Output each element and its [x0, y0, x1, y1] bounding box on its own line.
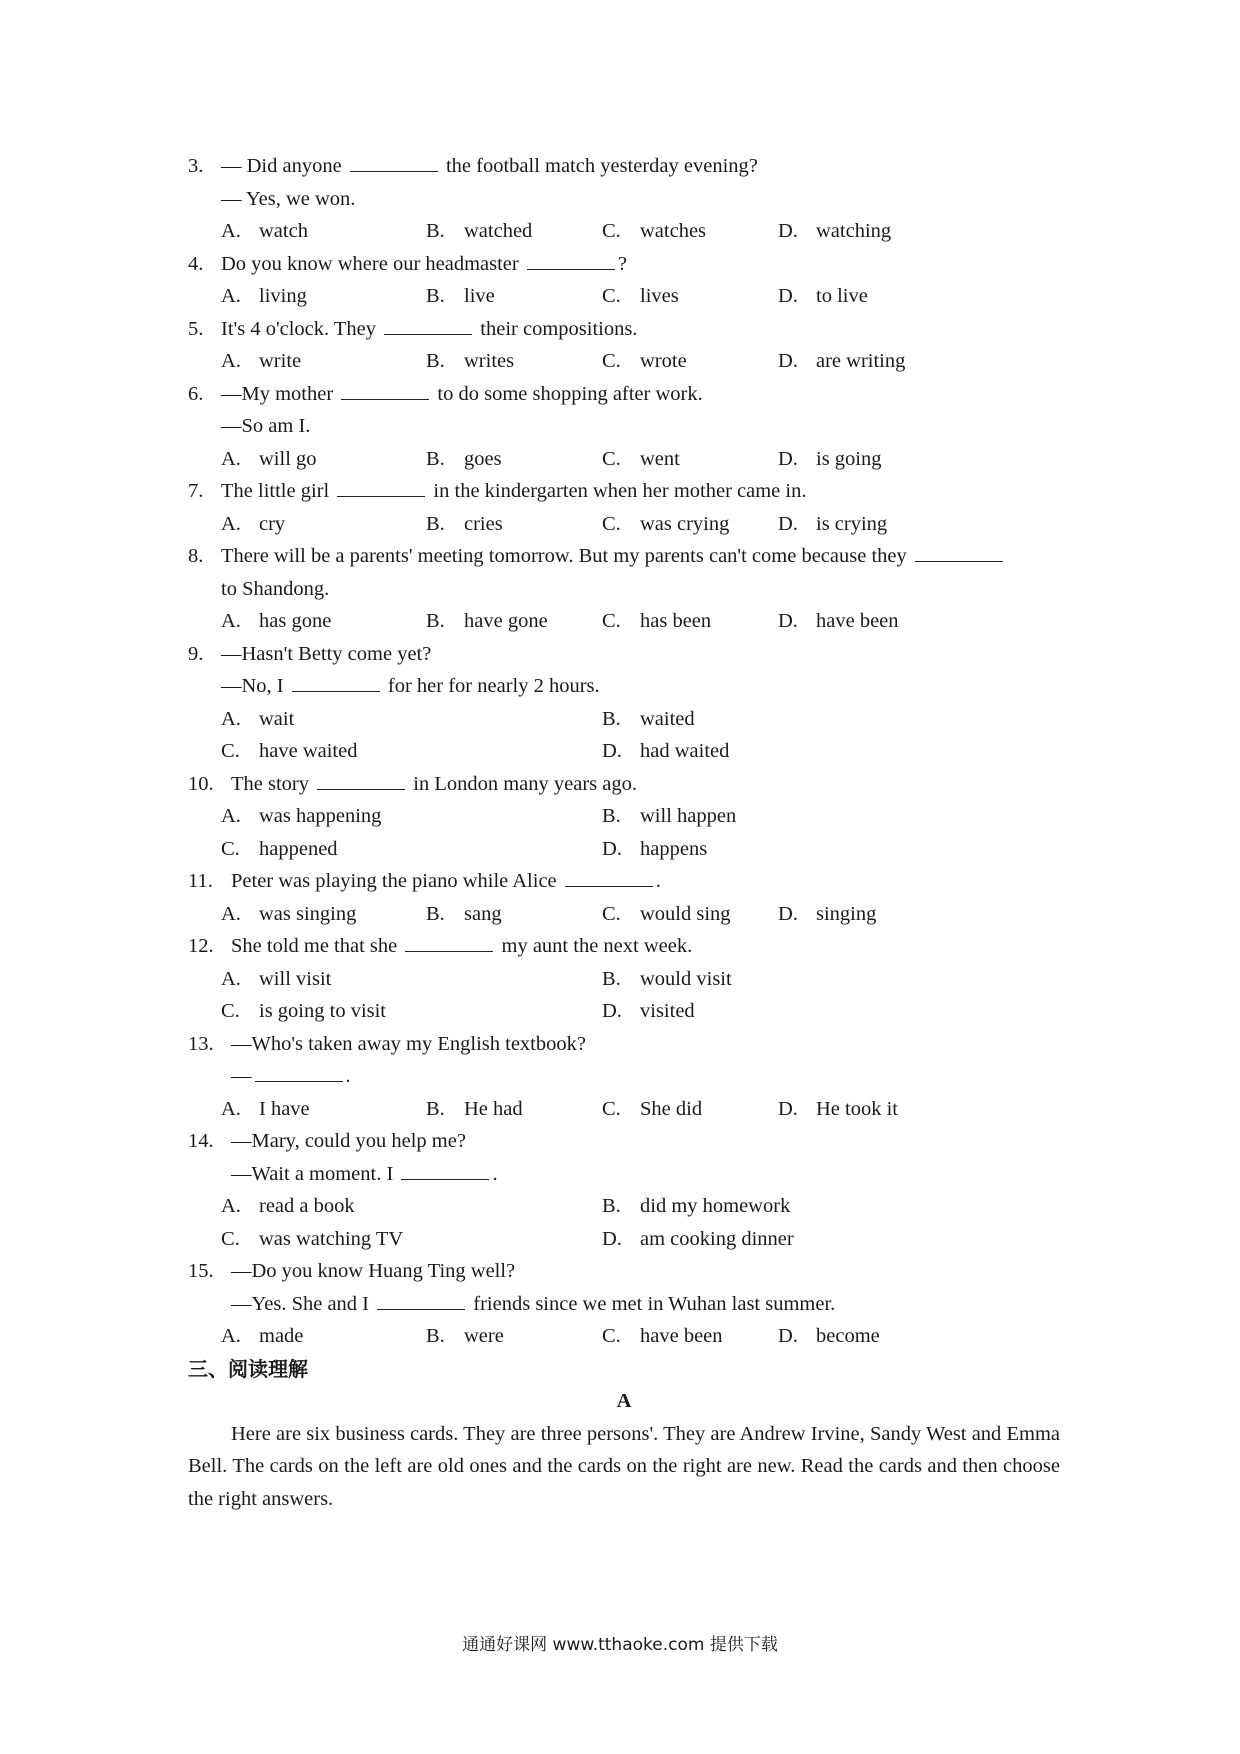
option-text: cry	[259, 512, 286, 535]
options-row	[221, 605, 1060, 638]
option-d[interactable]	[778, 508, 887, 541]
option-letter: D.	[602, 1227, 622, 1250]
option-letter: D.	[602, 740, 622, 762]
stem-text: The little girl	[221, 480, 335, 502]
stem-text: to do some shopping after work.	[432, 382, 703, 405]
option-text: I have	[259, 1097, 310, 1120]
options-row	[221, 703, 1060, 736]
question-stem	[231, 1255, 515, 1288]
question-line	[188, 930, 1060, 963]
stem-text: —My mother	[221, 382, 339, 405]
question-line	[188, 1255, 1060, 1288]
option-text: waited	[640, 707, 695, 730]
option-text: have waited	[259, 740, 358, 762]
option-text: has been	[640, 610, 712, 632]
option-text: was crying	[640, 512, 730, 535]
stem-text: the football match yesterday evening?	[440, 155, 758, 177]
option-letter: D.	[778, 1097, 798, 1120]
stem-text: —Who's taken away my English textbook?	[231, 1032, 586, 1055]
option-d[interactable]	[778, 443, 882, 476]
options-row	[221, 898, 1060, 931]
stem-text: my aunt the next week.	[496, 935, 693, 957]
option-text: have been	[640, 1325, 723, 1347]
question-line	[188, 995, 1060, 1028]
question-line	[188, 1320, 1060, 1353]
option-text: had waited	[640, 740, 730, 762]
option-a[interactable]	[221, 703, 294, 736]
option-a[interactable]	[221, 280, 307, 313]
option-letter: D.	[778, 220, 798, 242]
option-letter: C.	[602, 512, 621, 535]
option-b[interactable]	[602, 963, 732, 996]
stem-text: .	[492, 1162, 498, 1185]
stem-text: — Yes, we won.	[221, 187, 356, 210]
answer-blank	[405, 931, 493, 952]
question-line	[188, 410, 1060, 443]
question-stem	[221, 475, 806, 508]
question-number: 6.	[188, 382, 204, 405]
option-letter: A.	[221, 902, 241, 925]
question-stem	[221, 378, 703, 411]
question-line	[188, 443, 1060, 476]
question-stem	[231, 865, 661, 898]
question-line	[188, 638, 1060, 671]
options-row	[221, 995, 1060, 1028]
option-text: watching	[816, 220, 892, 242]
question-line	[188, 1158, 1060, 1191]
question-stem	[231, 930, 692, 963]
option-text: have been	[816, 610, 899, 632]
option-b[interactable]	[426, 605, 548, 638]
option-c[interactable]	[602, 898, 731, 931]
question-stem	[221, 670, 600, 703]
option-text: were	[464, 1325, 504, 1347]
option-a[interactable]	[221, 1320, 303, 1353]
option-letter: B.	[426, 285, 445, 307]
option-letter: D.	[602, 837, 622, 860]
option-text: will happen	[640, 805, 737, 827]
question-stem	[221, 150, 758, 183]
stem-text: in London many years ago.	[408, 772, 637, 795]
option-text: is going	[816, 447, 882, 470]
option-text: am cooking dinner	[640, 1227, 794, 1250]
question-stem	[221, 313, 637, 346]
options-row	[221, 1093, 1060, 1126]
option-c[interactable]	[602, 280, 679, 313]
option-letter: A.	[221, 447, 241, 470]
options-row	[221, 800, 1060, 833]
option-letter: C.	[602, 902, 621, 925]
option-text: has gone	[259, 610, 332, 632]
option-letter: A.	[221, 220, 241, 242]
stem-text: for her for nearly 2 hours.	[382, 675, 600, 697]
question-stem	[221, 573, 329, 606]
question-line	[188, 1190, 1060, 1223]
option-letter: C.	[602, 350, 621, 372]
question-number: 7.	[188, 480, 204, 502]
option-letter: A.	[221, 1195, 241, 1217]
option-text: to live	[816, 285, 868, 307]
option-letter: B.	[426, 1097, 445, 1120]
option-b[interactable]	[426, 280, 495, 313]
question-line	[188, 605, 1060, 638]
option-text: made	[259, 1325, 304, 1347]
stem-text: .	[345, 1065, 351, 1087]
question-line	[188, 703, 1060, 736]
section-heading: 三、阅读理解	[188, 1356, 308, 1381]
passage-label: A	[616, 1390, 632, 1412]
question-line	[188, 573, 1060, 606]
question-line	[188, 313, 1060, 346]
question-stem	[231, 1288, 835, 1321]
option-c[interactable]	[221, 833, 338, 866]
stem-text: —No, I	[221, 675, 289, 697]
option-letter: A.	[221, 805, 241, 827]
question-line	[188, 865, 1060, 898]
question-stem	[231, 768, 637, 801]
option-text: writes	[464, 350, 515, 372]
question-line	[188, 345, 1060, 378]
exam-content	[188, 150, 1060, 1515]
question-number: 9.	[188, 642, 204, 665]
options-row	[221, 1223, 1060, 1256]
question-stem	[231, 1158, 498, 1191]
option-c[interactable]	[602, 605, 711, 638]
option-text: was happening	[259, 805, 382, 827]
answer-blank	[317, 769, 405, 790]
answer-blank	[384, 314, 472, 335]
options-row	[221, 280, 1060, 313]
option-b[interactable]	[602, 703, 695, 736]
question-line	[188, 1060, 1060, 1093]
question-line	[188, 378, 1060, 411]
option-letter: A.	[221, 1325, 241, 1347]
stem-text: in the kindergarten when her mother came in.	[428, 480, 807, 502]
stem-text: The story	[231, 772, 315, 795]
stem-text: to Shandong.	[221, 577, 330, 600]
option-text: would visit	[640, 967, 732, 990]
question-number: 4.	[188, 252, 204, 275]
question-line	[188, 1028, 1060, 1061]
question-line	[188, 800, 1060, 833]
page-footer: 通通好课网 www.tthaoke.com 提供下载	[462, 1635, 778, 1655]
answer-blank	[292, 671, 380, 692]
option-d[interactable]	[778, 280, 868, 313]
answer-blank	[565, 866, 653, 887]
options-row	[221, 963, 1060, 996]
option-letter: A.	[221, 967, 241, 990]
answer-blank	[377, 1289, 465, 1310]
option-text: He took it	[816, 1097, 898, 1120]
option-a[interactable]	[221, 1190, 355, 1223]
option-b[interactable]	[426, 1093, 523, 1126]
question-line	[188, 540, 1060, 573]
option-letter: A.	[221, 610, 241, 632]
option-c[interactable]	[602, 215, 706, 248]
option-c[interactable]	[602, 1093, 702, 1126]
option-text: read a book	[259, 1195, 355, 1217]
option-d[interactable]	[602, 1223, 794, 1256]
answer-blank	[527, 249, 615, 270]
options-row	[221, 345, 1060, 378]
option-c[interactable]	[221, 1223, 403, 1256]
option-letter: D.	[602, 1000, 622, 1022]
option-d[interactable]	[778, 1093, 898, 1126]
answer-blank	[341, 379, 429, 400]
option-letter: D.	[778, 610, 798, 632]
option-d[interactable]	[778, 345, 905, 378]
stem-text: —	[231, 1065, 252, 1087]
option-text: watch	[259, 220, 308, 242]
option-c[interactable]	[221, 995, 386, 1028]
question-number: 5.	[188, 317, 204, 340]
question-line	[188, 508, 1060, 541]
stem-text: their compositions.	[475, 317, 638, 340]
question-line	[188, 1223, 1060, 1256]
option-a[interactable]	[221, 215, 308, 248]
question-line	[188, 963, 1060, 996]
question-stem	[221, 248, 627, 281]
options-row	[221, 833, 1060, 866]
question-number: 13.	[188, 1032, 214, 1055]
option-a[interactable]	[221, 800, 381, 833]
stem-text: Do you know where our headmaster	[221, 252, 524, 275]
options-row	[221, 735, 1060, 768]
option-d[interactable]	[778, 215, 891, 248]
option-text: singing	[816, 902, 877, 925]
option-letter: B.	[426, 902, 445, 925]
stem-text: —Yes. She and I	[231, 1292, 375, 1315]
question-line	[188, 898, 1060, 931]
option-c[interactable]	[602, 345, 687, 378]
answer-blank	[255, 1061, 343, 1082]
question-line	[188, 833, 1060, 866]
option-letter: B.	[426, 512, 445, 535]
options-row	[221, 1320, 1060, 1353]
options-row	[221, 215, 1060, 248]
option-text: was singing	[259, 902, 357, 925]
option-text: was watching TV	[259, 1227, 404, 1250]
question-stem	[221, 183, 355, 216]
option-text: watched	[464, 220, 533, 242]
option-letter: C.	[602, 1325, 621, 1347]
option-a[interactable]	[221, 898, 356, 931]
question-line	[188, 280, 1060, 313]
option-text: sang	[464, 902, 502, 925]
option-a[interactable]	[221, 1093, 310, 1126]
option-letter: A.	[221, 512, 241, 535]
option-letter: B.	[602, 707, 621, 730]
option-letter: A.	[221, 707, 241, 730]
options-row	[221, 508, 1060, 541]
option-c[interactable]	[602, 508, 729, 541]
stem-text: ?	[617, 252, 627, 275]
option-a[interactable]	[221, 963, 331, 996]
option-text: have gone	[464, 610, 548, 632]
option-d[interactable]	[602, 735, 729, 768]
option-a[interactable]	[221, 605, 331, 638]
stem-text: —Do you know Huang Ting well?	[231, 1260, 516, 1282]
option-letter: A.	[221, 1097, 241, 1120]
stem-text: She told me that she	[231, 935, 403, 957]
question-line	[188, 150, 1060, 183]
option-a[interactable]	[221, 345, 301, 378]
question-number: 14.	[188, 1130, 214, 1152]
stem-text: — Did anyone	[221, 155, 347, 177]
question-line	[188, 735, 1060, 768]
option-letter: B.	[426, 350, 445, 372]
option-letter: C.	[602, 1097, 621, 1120]
option-text: He had	[464, 1097, 523, 1120]
option-b[interactable]	[602, 800, 736, 833]
option-c[interactable]	[602, 443, 680, 476]
option-letter: D.	[778, 447, 798, 470]
option-b[interactable]	[426, 345, 514, 378]
options-row	[221, 443, 1060, 476]
stem-text: There will be a parents' meeting tomorrow. But my parents can't come because they	[221, 545, 912, 567]
stem-text: —Hasn't Betty come yet?	[221, 642, 432, 665]
stem-text: friends since we met in Wuhan last summer.	[468, 1292, 836, 1315]
option-letter: B.	[602, 1195, 621, 1217]
question-line	[188, 475, 1060, 508]
option-letter: B.	[426, 447, 445, 470]
option-b[interactable]	[602, 1190, 790, 1223]
question-stem	[221, 638, 431, 671]
answer-blank	[337, 476, 425, 497]
option-c[interactable]	[602, 1320, 723, 1353]
question-line	[188, 183, 1060, 216]
option-letter: B.	[426, 610, 445, 632]
passage-text: Here are six business cards. They are three persons'. They are Andrew Irvine, Sandy West and Emma Bell. The cards on the left are old ones and the cards on the right are new. Read the cards and then choose the right answers.	[188, 1422, 1060, 1510]
option-letter: C.	[221, 740, 240, 762]
option-letter: A.	[221, 350, 241, 372]
option-a[interactable]	[221, 443, 317, 476]
question-stem	[231, 1028, 586, 1061]
option-d[interactable]	[778, 898, 876, 931]
option-letter: B.	[602, 967, 621, 990]
question-stem	[221, 540, 1006, 573]
option-text: is going to visit	[259, 1000, 387, 1022]
question-stem	[231, 1060, 351, 1093]
option-letter: B.	[426, 220, 445, 242]
stem-text: —So am I.	[221, 415, 311, 437]
option-text: She did	[640, 1097, 703, 1120]
option-letter: C.	[221, 1000, 240, 1022]
option-text: will go	[259, 447, 317, 470]
option-letter: C.	[221, 1227, 240, 1250]
options-row	[221, 1190, 1060, 1223]
question-number: 11.	[188, 870, 213, 892]
option-text: went	[640, 447, 680, 470]
option-a[interactable]	[221, 508, 285, 541]
question-line	[188, 248, 1060, 281]
option-letter: D.	[778, 1325, 798, 1347]
stem-text: —Wait a moment. I	[231, 1162, 399, 1185]
question-stem	[231, 1125, 466, 1158]
option-text: wait	[259, 707, 295, 730]
option-text: lives	[640, 285, 679, 307]
option-text: will visit	[259, 967, 332, 990]
question-number: 12.	[188, 935, 214, 957]
question-number: 3.	[188, 155, 204, 177]
answer-blank	[401, 1159, 489, 1180]
option-letter: C.	[602, 610, 621, 632]
option-d[interactable]	[778, 1320, 880, 1353]
option-text: wrote	[640, 350, 687, 372]
option-b[interactable]	[426, 1320, 504, 1353]
option-text: write	[259, 350, 302, 372]
stem-text: It's 4 o'clock. They	[221, 317, 382, 340]
question-line	[188, 1125, 1060, 1158]
option-letter: A.	[221, 285, 241, 307]
option-letter: C.	[602, 447, 621, 470]
question-number: 10.	[188, 772, 214, 795]
question-number: 8.	[188, 545, 204, 567]
option-text: goes	[464, 447, 502, 470]
option-text: live	[464, 285, 495, 307]
option-letter: D.	[778, 512, 798, 535]
option-d[interactable]	[602, 995, 695, 1028]
option-d[interactable]	[602, 833, 707, 866]
option-letter: B.	[602, 805, 621, 827]
option-letter: D.	[778, 350, 798, 372]
option-letter: C.	[602, 285, 621, 307]
question-line	[188, 670, 1060, 703]
option-b[interactable]	[426, 508, 503, 541]
stem-text: .	[655, 870, 661, 892]
option-text: are writing	[816, 350, 906, 372]
option-text: become	[816, 1325, 880, 1347]
stem-text: Peter was playing the piano while Alice	[231, 870, 562, 892]
option-text: watches	[640, 220, 707, 242]
question-line	[188, 768, 1060, 801]
option-text: happened	[259, 837, 338, 860]
answer-blank	[915, 541, 1003, 562]
option-letter: C.	[221, 837, 240, 860]
option-letter: B.	[426, 1325, 445, 1347]
option-text: did my homework	[640, 1195, 791, 1217]
option-d[interactable]	[778, 605, 899, 638]
option-b[interactable]	[426, 898, 502, 931]
stem-text: —Mary, could you help me?	[231, 1130, 466, 1152]
option-letter: D.	[778, 902, 798, 925]
option-b[interactable]	[426, 215, 532, 248]
option-text: happens	[640, 837, 708, 860]
option-text: is crying	[816, 512, 888, 535]
option-text: visited	[640, 1000, 695, 1022]
question-stem	[221, 410, 310, 443]
question-number: 15.	[188, 1260, 214, 1282]
option-letter: C.	[602, 220, 621, 242]
answer-blank	[350, 151, 438, 172]
option-text: would sing	[640, 902, 731, 925]
option-b[interactable]	[426, 443, 502, 476]
option-text: living	[259, 285, 307, 307]
question-line	[188, 1093, 1060, 1126]
option-letter: D.	[778, 285, 798, 307]
option-c[interactable]	[221, 735, 357, 768]
question-line	[188, 215, 1060, 248]
option-text: cries	[464, 512, 503, 535]
passage-paragraph	[188, 1418, 1060, 1516]
question-line	[188, 1288, 1060, 1321]
